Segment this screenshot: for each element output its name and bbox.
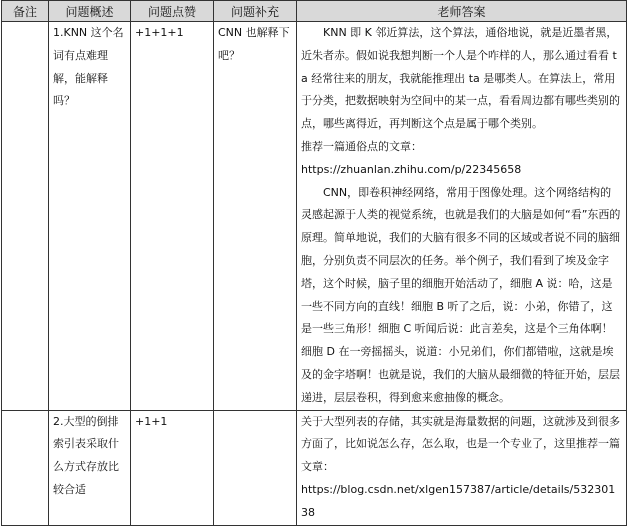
answer-paragraph: CNN，即卷积神经网络，常用于图像处理。这个网络结构的灵感起源于人类的视觉系统，也就是我们的大脑是如何“看”东西的原理。简单地说，我们的大脑有很多不同的区域或者说不同的脑细胞，分别负责不同层次的任务。举个例子，我们看到了埃及金字塔，这个时候，脑子里的细胞开始活动了，细胞 A 说：哈，这是一些不同方向的直线！细胞 B 听了之后，说：小弟，你错了，这是一些三角形！细胞 C 听闻后说：此言差矣，这是个三角体啊！细胞 D 在一旁摇摇头，说道：小兄弟们，你们都错啦，这就是埃及的金字塔啊！也就是说，我们的大脑从最细微的特征开始，层层递进，层层卷积，得到愈来愈抽像的概念。 (301, 185, 621, 404)
answer-link[interactable]: https://zhuanlan.zhihu.com/p/22345658 (301, 162, 522, 176)
answer-paragraph: KNN 即 K 邻近算法，这个算法，通俗地说，就是近墨者黑，近朱者赤。假如说我想判断一个人是个咋样的人，那么通过看看 ta 经常往来的朋友，我就能推理出 ta 是哪类人。在算法上，常用于分类，把数据映射为空间中的某一点，看看周边都有哪些类别的点，哪些离得近，再判断这个点是属于哪个类别。 (301, 26, 620, 131)
note-cell (2, 22, 49, 411)
likes-cell: +1+1 (131, 410, 214, 525)
answer-link[interactable]: https://blog.csdn.net/xlgen157387/article/details/53230138 (301, 482, 616, 519)
answer-cell (297, 22, 627, 411)
table-row (2, 410, 627, 525)
likes-cell: +1+1+1 (131, 22, 214, 411)
table-row (2, 22, 627, 411)
question-cell: 1.KNN 这个名词有点难理解，能解释吗？ (49, 22, 131, 411)
supplement-cell: CNN 也解释下吧？ (214, 22, 297, 411)
header-question: 问题概述 (49, 1, 131, 22)
header-supplement: 问题补充 (214, 1, 297, 22)
answer-cell (297, 410, 627, 525)
answer-recommend-text: 推荐一篇通俗点的文章： (301, 139, 422, 153)
qa-table (1, 0, 627, 526)
header-likes: 问题点赞 (131, 1, 214, 22)
note-cell (2, 410, 49, 525)
header-note: 备注 (2, 1, 49, 22)
supplement-cell (214, 410, 297, 525)
header-answer: 老师答案 (297, 1, 627, 22)
header-row (2, 1, 627, 22)
answer-paragraph: 关于大型列表的存储，其实就是海量数据的问题，这就涉及到很多方面了，比如说怎么存，怎么取，也是一个专业了，这里推荐一篇文章： (301, 414, 620, 474)
question-cell: 2.大型的倒排索引表采取什么方式存放比较合适 (49, 410, 131, 525)
